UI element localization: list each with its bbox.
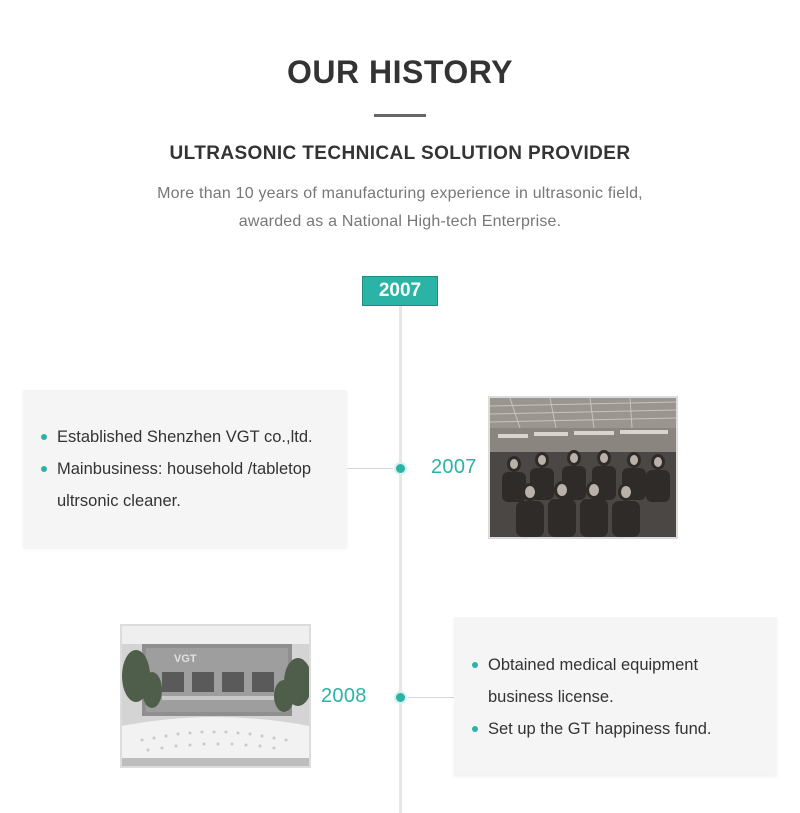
office-reception-photo: [120, 624, 311, 768]
timeline-year-2008: 2008: [321, 685, 367, 707]
list-item: Established Shenzhen VGT co.,ltd.: [40, 421, 337, 453]
timeline-list-2008: [471, 649, 767, 745]
timeline-connector-2007: [347, 468, 393, 469]
page-title: OUR HISTORY: [287, 54, 513, 90]
timeline-list-2007: [40, 421, 337, 517]
timeline-card-2008: [454, 617, 777, 775]
timeline-card-2007: [23, 390, 347, 547]
timeline-dot-2007: [394, 462, 407, 475]
section-description: [100, 180, 700, 236]
timeline-start-year-badge: 2007: [362, 276, 438, 306]
reception-sign-logo: VGT: [174, 653, 197, 665]
list-item: Mainbusiness: household /tabletop ultrsonic cleaner.: [40, 453, 337, 517]
list-item: Set up the GT happiness fund.: [471, 713, 767, 745]
description-line-2: awarded as a National High-tech Enterprise.: [238, 213, 562, 230]
timeline-year-2007: 2007: [431, 456, 477, 478]
factory-team-photo: [488, 396, 678, 539]
description-line-1: More than 10 years of manufacturing experience in ultrasonic field,: [157, 185, 643, 202]
section-subtitle: ULTRASONIC TECHNICAL SOLUTION PROVIDER: [169, 143, 631, 164]
list-item: Obtained medical equipment business license.: [471, 649, 767, 713]
title-divider: [374, 114, 426, 117]
timeline-dot-2008: [394, 691, 407, 704]
timeline-axis: [399, 304, 402, 813]
timeline-connector-2008: [408, 697, 454, 698]
